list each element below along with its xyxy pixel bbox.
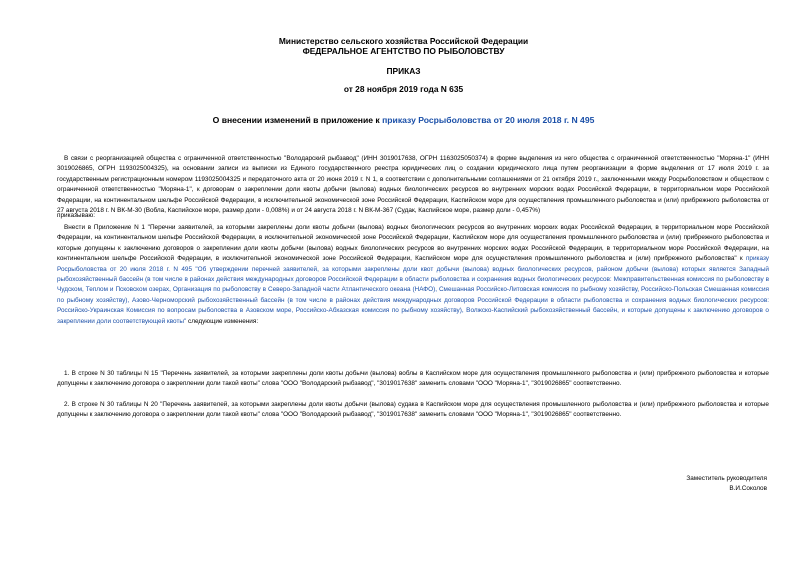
preamble-paragraph xyxy=(57,154,769,216)
order-word xyxy=(57,211,769,221)
preamble-text: В связи с реорганизацией общества с ограниченной ответственностью "Володарский рыбзавод" (ИНН 3019017638, ОГРН 1163025050374) в форме выделения из него общества с ограниченной ответственностью "Моряна-1" (ИНН 3019026865, ОГРН 1193025004325), на основании записи из выписки из Единого государственного реестра юридических лиц о создании юридического лица путем реорганизации в форме выделения от 17 июля 2019 г. за государственным регистрационным номером 1193025004325 и передаточного акта от 20 июня 2019 г. N 1, в соответствии с дополнительными соглашениями от 21 октября 2019 г., заключенными между Росрыболовством и обществом с ограниченной ответственностью "Моряна-1", к договорам о закреплении доли квоты добычи (вылова) водных биологических ресурсов во внутренних морских водах Российской Федерации, в территориальном море Российской Федерации, на континентальном шельфе Российской Федерации, в исключительной экономической зоне Российской Федерации, Каспийском море для осуществления промышленного рыболовства и (или) прибрежного рыболовства от 27 августа 2018 г. N ВК-М-30 (Вобла, Каспийское море, размер доли - 0,008%) и от 24 августа 2018 г. N ВК-М-367 (Судак, Каспийское море, размер доли - 0,457%) xyxy=(57,155,769,215)
main-text-b: следующие изменения: xyxy=(186,317,259,325)
change-item-2-text: 2. В строке N 30 таблицы N 20 "Перечень заявителей, за которыми закреплены доли квоты добычи (вылова) судака в Каспийском море для осуществления промышленного рыболовства и (или) прибрежного рыболовства и которые допущены к заключению договора о закреплении доли такой квоты" слова "ООО "Володарский рыбзавод", "3019017638" заменить словами "ООО "Моряна-1", "3019026865" соответственно. xyxy=(57,401,769,419)
change-item-1 xyxy=(57,369,769,390)
agency-name: ФЕДЕРАЛЬНОЕ АГЕНТСТВО ПО РЫБОЛОВСТВУ xyxy=(302,46,505,56)
signatory-position: Заместитель руководителя xyxy=(686,475,767,482)
title-prefix: О внесении изменений в приложение к xyxy=(212,115,383,125)
main-paragraph xyxy=(57,223,769,327)
document-title xyxy=(0,115,807,126)
document-type: ПРИКАЗ xyxy=(386,66,421,76)
signatory-name: В.И.Соколов xyxy=(729,485,767,492)
title-order-link[interactable]: приказу Росрыболовства от 20 июля 2018 г. N 495 xyxy=(382,115,595,125)
order-495-link[interactable]: приказу Росрыболовства от 20 июля 2018 г. N 495 "Об утверждении перечней заявителей, за которыми закреплены доли квот добычи (вылова) водных биологических ресурсов, районом добычи (вылова) которых является Западный рыбохозяйственный бассейн (в том числе в районах действия международных договоров Российской Федерации в области рыболовства и сохранения водных биологических ресурсов: Межправительственная комиссия по рыболовству в Чудском, Теплом и Псковском озерах, Организация по рыболовству в Северо-Западной части Атлантического океана (НАФО), Смешанная Российско-Литовская комиссия по рыбному хозяйству, Российско-Польская Смешанная комиссия по рыбному хозяйству), Азово-Черноморский рыбохозяйственный бассейн (в том числе в районах действия международных договоров Российской Федерации в области рыболовства и сохранения водных биологических ресурсов: Российско-Украинская Комиссия по вопросам рыболовства в Азовском море, Российско-Абхазская комиссия по рыбному хозяйству), Волжско-Каспийский рыбохозяйственный бассейн, и которые допущены к заключению договоров о закреплении доли соответствующей квоты" xyxy=(57,255,769,325)
main-text-a: Внести в Приложение N 1 "Перечни заявителей, за которыми закреплены доли квоты добычи (вылова) водных биологических ресурсов во внутренних морских водах Российской Федерации, в территориальном море Российской Федерации, на континентальном шельфе Российской Федерации, в исключительной экономической зоне Российской Федерации, Каспийском море для осуществления промышленного рыболовства и (или) прибрежного рыболовства и которые допущены к заключению договоров о закреплении доли квоты добычи (вылова) водных биологических ресурсов во внутренних морских водах Российской Федерации, в территориальном море Российской Федерации, на континентальном шельфе Российской Федерации, в исключительной экономической зоне Российской Федерации, Каспийском море для осуществления промышленного рыболовства и (или) прибрежного рыболовства" к xyxy=(57,224,769,263)
document-date-number: от 28 ноября 2019 года N 635 xyxy=(343,84,464,94)
order-word-text: приказываю: xyxy=(57,212,95,219)
change-item-2 xyxy=(57,400,769,421)
change-item-1-text: 1. В строке N 30 таблицы N 15 "Перечень заявителей, за которыми закреплены доли квоты добычи (вылова) воблы в Каспийском море для осуществления промышленного рыболовства и (или) прибрежного рыболовства и которые допущены к заключению договора о закреплении доли такой квоты" слова "ООО "Володарский рыбзавод", "3019017638" заменить словами "ООО "Моряна-1", "3019026865" соответственно. xyxy=(57,370,769,388)
ministry-name: Министерство сельского хозяйства Российской Федерации xyxy=(278,36,529,46)
